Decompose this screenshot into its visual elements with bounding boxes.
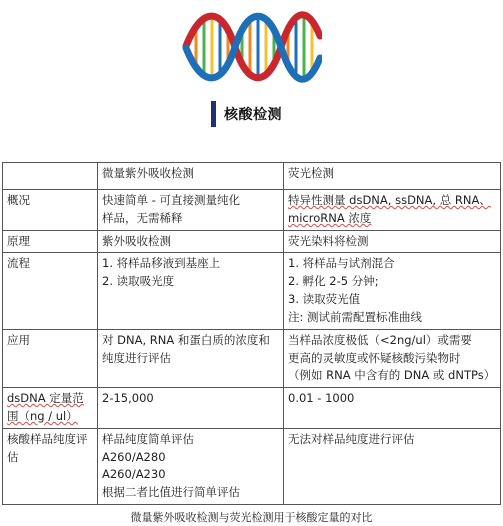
cell-line: 2. 读取吸光度 (102, 274, 175, 289)
cell-line: （例如 RNA 中含有的 DNA 或 dNTPs） (288, 368, 496, 383)
table-row (3, 190, 501, 231)
table-caption: 微量紫外吸收检测与荧光检测用于核酸定量的对比 (130, 511, 373, 524)
cell-line: 样品，无需稀释 (102, 210, 183, 225)
row-label: dsDNA 定量范围（ng / ul） (3, 388, 98, 429)
comparison-table (2, 162, 501, 505)
uv-cell (98, 253, 284, 329)
cell-line: 纯度进行评估 (102, 350, 171, 365)
cell-line: 特异性测量 dsDNA, ssDNA, 总 RNA、 (288, 193, 491, 207)
fluorescence-cell (284, 253, 501, 329)
cell-line: 1. 将样品与试剂混合 (288, 256, 395, 271)
fluorescence-cell (284, 190, 501, 231)
helix-strand-blue (186, 16, 320, 79)
table-header-row (3, 163, 501, 190)
fluorescence-cell (284, 329, 501, 387)
helix-rungs (196, 18, 312, 76)
cell-line: 样品纯度简单评估 (102, 431, 194, 446)
uv-cell (98, 190, 284, 231)
cell-line: 2-15,000 (102, 391, 154, 406)
fluorescence-cell (284, 230, 501, 253)
header-cell-fluorescence: 荧光检测 (284, 163, 501, 190)
helix-strand-red (186, 15, 320, 78)
fluorescence-cell (284, 388, 501, 429)
row-label: 应用 (3, 329, 98, 387)
cell-line: 快速简单 - 可直接测量纯化 (102, 193, 240, 207)
row-label: 原理 (3, 230, 98, 253)
uv-cell (98, 329, 284, 387)
table-row (3, 230, 501, 253)
uv-cell (98, 388, 284, 429)
header-cell-uv: 微量紫外吸收检测 (98, 163, 284, 190)
cell-line: 当样品浓度极低（<2ng/ul）或需要 (288, 332, 472, 347)
uv-cell (98, 230, 284, 253)
fluorescence-cell (284, 428, 501, 504)
table-row (3, 388, 501, 429)
section-title: 核酸检测 (224, 107, 282, 123)
table-row (3, 253, 501, 329)
cell-line: 对 DNA, RNA 和蛋白质的浓度和 (102, 332, 270, 347)
cell-line: 2. 孵化 2-5 分钟; (288, 274, 379, 289)
uv-cell (98, 428, 284, 504)
row-label: 概况 (3, 190, 98, 231)
dna-helix-illustration (182, 6, 322, 88)
cell-line: A260/A230 (102, 467, 166, 482)
table-row (3, 329, 501, 387)
cell-line: 1. 将样品移液到基座上 (102, 256, 221, 271)
title-accent-bar (211, 101, 216, 127)
cell-line: 0.01 - 1000 (288, 391, 355, 406)
cell-line: 无法对样品纯度进行评估 (288, 431, 415, 446)
header-cell-empty (3, 163, 98, 190)
cell-line: 根据二者比值进行简单评估 (102, 485, 240, 500)
row-label: 流程 (3, 253, 98, 329)
cell-line: 紫外吸收检测 (102, 233, 171, 248)
cell-line: 荧光染料将检测 (288, 233, 369, 248)
cell-line: A260/A280 (102, 449, 166, 464)
cell-line: 3. 读取荧光值 (288, 292, 361, 307)
cell-line: 注: 测试前需配置标准曲线 (288, 309, 423, 324)
table-row (3, 428, 501, 504)
row-label: 核酸样品纯度评估 (3, 428, 98, 504)
cell-line: microRNA 浓度 (288, 210, 372, 225)
section-heading (211, 101, 282, 127)
cell-line: 更高的灵敏度或怀疑核酸污染物时 (288, 350, 461, 365)
